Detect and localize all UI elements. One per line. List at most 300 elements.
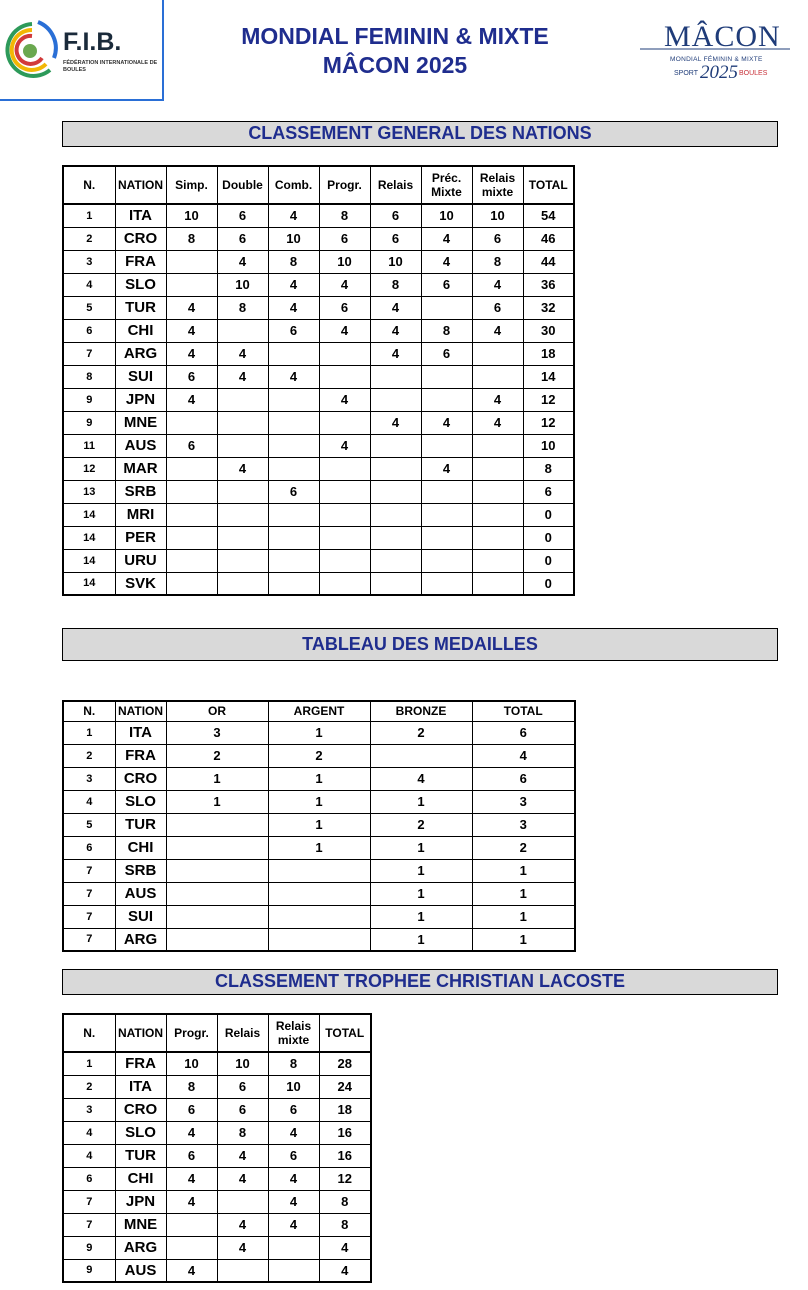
table-row — [63, 457, 574, 480]
score-cell — [421, 296, 472, 319]
rank-cell: 6 — [63, 319, 115, 342]
score-cell — [166, 882, 268, 905]
column-header: BRONZE — [370, 701, 472, 721]
score-cell: 3 — [472, 790, 575, 813]
nation-cell: ARG — [115, 1236, 166, 1259]
rank-cell: 1 — [63, 721, 115, 744]
score-cell: 8 — [166, 1075, 217, 1098]
score-cell: 10 — [268, 1075, 319, 1098]
nation-cell: CRO — [115, 767, 166, 790]
score-cell: 32 — [523, 296, 574, 319]
score-cell: 8 — [523, 457, 574, 480]
table-row — [63, 319, 574, 342]
macon-logo — [640, 20, 790, 86]
rank-cell: 4 — [63, 273, 115, 296]
score-cell: 4 — [370, 319, 421, 342]
score-cell: 4 — [166, 1167, 217, 1190]
score-cell — [472, 434, 523, 457]
column-header: Double — [217, 166, 268, 204]
macon-logo-boules: BOULES — [739, 70, 768, 77]
column-header: Relais mixte — [472, 166, 523, 204]
score-cell: 4 — [166, 319, 217, 342]
table-row — [63, 434, 574, 457]
score-cell — [472, 572, 523, 595]
score-cell: 8 — [370, 273, 421, 296]
table-row — [63, 1236, 371, 1259]
nation-cell: ITA — [115, 1075, 166, 1098]
nation-cell: TUR — [115, 813, 166, 836]
table-row — [63, 1259, 371, 1282]
score-cell — [268, 1236, 319, 1259]
column-header: Comb. — [268, 166, 319, 204]
table-row — [63, 273, 574, 296]
section-medals-title: TABLEAU DES MEDAILLES — [62, 628, 778, 661]
score-cell: 1 — [472, 859, 575, 882]
score-cell — [370, 503, 421, 526]
nation-cell: FRA — [115, 1052, 166, 1075]
rank-cell: 8 — [63, 365, 115, 388]
column-header: TOTAL — [319, 1014, 371, 1052]
score-cell — [319, 480, 370, 503]
score-cell: 4 — [421, 250, 472, 273]
score-cell: 6 — [166, 365, 217, 388]
nation-cell: SUI — [115, 905, 166, 928]
column-header: Relais mixte — [268, 1014, 319, 1052]
score-cell — [319, 457, 370, 480]
rank-cell: 14 — [63, 526, 115, 549]
score-cell: 8 — [472, 250, 523, 273]
score-cell: 4 — [217, 1144, 268, 1167]
score-cell: 4 — [166, 1190, 217, 1213]
score-cell: 8 — [268, 1052, 319, 1075]
score-cell: 6 — [319, 296, 370, 319]
score-cell — [217, 503, 268, 526]
rank-cell: 7 — [63, 928, 115, 951]
score-cell — [166, 859, 268, 882]
score-cell: 4 — [166, 1259, 217, 1282]
score-cell: 6 — [472, 296, 523, 319]
score-cell: 4 — [370, 296, 421, 319]
score-cell: 10 — [217, 1052, 268, 1075]
score-cell: 1 — [268, 836, 370, 859]
score-cell: 1 — [370, 836, 472, 859]
score-cell: 2 — [472, 836, 575, 859]
score-cell: 6 — [166, 434, 217, 457]
rank-cell: 7 — [63, 1190, 115, 1213]
score-cell — [217, 1259, 268, 1282]
score-cell: 6 — [421, 273, 472, 296]
table-row — [63, 1213, 371, 1236]
score-cell: 16 — [319, 1121, 371, 1144]
rank-cell: 1 — [63, 1052, 115, 1075]
score-cell: 10 — [319, 250, 370, 273]
table-row — [63, 1075, 371, 1098]
table-row — [63, 744, 575, 767]
score-cell: 4 — [370, 767, 472, 790]
score-cell: 2 — [370, 813, 472, 836]
score-cell: 4 — [472, 319, 523, 342]
score-cell — [268, 549, 319, 572]
score-cell: 8 — [217, 1121, 268, 1144]
score-cell: 1 — [472, 928, 575, 951]
score-cell: 30 — [523, 319, 574, 342]
score-cell — [268, 526, 319, 549]
nation-cell: SRB — [115, 480, 166, 503]
score-cell — [472, 480, 523, 503]
score-cell: 12 — [523, 411, 574, 434]
score-cell — [268, 503, 319, 526]
score-cell: 4 — [319, 434, 370, 457]
table-row — [63, 204, 574, 227]
score-cell: 4 — [268, 365, 319, 388]
score-cell — [166, 836, 268, 859]
table-row — [63, 882, 575, 905]
column-header: TOTAL — [472, 701, 575, 721]
nation-cell: SVK — [115, 572, 166, 595]
score-cell — [472, 503, 523, 526]
column-header: ARGENT — [268, 701, 370, 721]
score-cell: 4 — [166, 388, 217, 411]
score-cell: 1 — [268, 790, 370, 813]
score-cell: 4 — [166, 342, 217, 365]
score-cell: 6 — [217, 227, 268, 250]
score-cell — [472, 365, 523, 388]
score-cell — [217, 388, 268, 411]
score-cell — [268, 928, 370, 951]
rank-cell: 13 — [63, 480, 115, 503]
table-row — [63, 503, 574, 526]
score-cell: 6 — [268, 480, 319, 503]
table-row — [63, 1167, 371, 1190]
rank-cell: 9 — [63, 411, 115, 434]
table-row — [63, 342, 574, 365]
table-row — [63, 836, 575, 859]
score-cell: 3 — [472, 813, 575, 836]
score-cell — [166, 928, 268, 951]
score-cell: 10 — [523, 434, 574, 457]
score-cell — [319, 342, 370, 365]
score-cell — [319, 503, 370, 526]
score-cell: 4 — [319, 1236, 371, 1259]
score-cell — [370, 744, 472, 767]
score-cell — [166, 905, 268, 928]
score-cell — [421, 572, 472, 595]
score-cell: 10 — [217, 273, 268, 296]
column-header: Progr. — [166, 1014, 217, 1052]
score-cell — [370, 526, 421, 549]
score-cell: 8 — [319, 204, 370, 227]
score-cell — [217, 434, 268, 457]
nation-cell: ARG — [115, 342, 166, 365]
rank-cell: 2 — [63, 744, 115, 767]
score-cell — [370, 480, 421, 503]
score-cell: 4 — [217, 342, 268, 365]
score-cell: 18 — [523, 342, 574, 365]
score-cell — [217, 572, 268, 595]
column-header: Préc. Mixte — [421, 166, 472, 204]
score-cell: 24 — [319, 1075, 371, 1098]
score-cell: 36 — [523, 273, 574, 296]
table-row — [63, 227, 574, 250]
table-row — [63, 790, 575, 813]
rank-cell: 14 — [63, 503, 115, 526]
section-trophy-title: CLASSEMENT TROPHEE CHRISTIAN LACOSTE — [62, 969, 778, 995]
nation-cell: JPN — [115, 1190, 166, 1213]
score-cell: 3 — [166, 721, 268, 744]
score-cell: 6 — [217, 1098, 268, 1121]
score-cell — [166, 572, 217, 595]
nation-cell: CHI — [115, 1167, 166, 1190]
score-cell — [166, 273, 217, 296]
score-cell — [268, 859, 370, 882]
table-row — [63, 905, 575, 928]
nation-cell: TUR — [115, 296, 166, 319]
score-cell: 8 — [319, 1190, 371, 1213]
rank-cell: 7 — [63, 1213, 115, 1236]
rank-cell: 14 — [63, 549, 115, 572]
table-header-row — [63, 701, 575, 721]
score-cell — [166, 411, 217, 434]
score-cell: 1 — [370, 905, 472, 928]
table-row — [63, 388, 574, 411]
score-cell: 1 — [370, 859, 472, 882]
nation-cell: SLO — [115, 273, 166, 296]
score-cell: 4 — [268, 1190, 319, 1213]
score-cell: 4 — [217, 1213, 268, 1236]
score-cell: 1 — [472, 882, 575, 905]
nation-cell: CRO — [115, 227, 166, 250]
score-cell: 10 — [472, 204, 523, 227]
table-row — [63, 859, 575, 882]
score-cell — [166, 457, 217, 480]
column-header: NATION — [115, 701, 166, 721]
rank-cell: 4 — [63, 1121, 115, 1144]
table-row — [63, 1144, 371, 1167]
fib-full-name: FÉDÉRATION INTERNATIONALE DE BOULES — [63, 60, 158, 73]
score-cell: 4 — [268, 296, 319, 319]
nation-cell: ARG — [115, 928, 166, 951]
table-row — [63, 1121, 371, 1144]
nation-cell: SRB — [115, 859, 166, 882]
nation-cell: CHI — [115, 319, 166, 342]
score-cell: 4 — [370, 342, 421, 365]
score-cell — [166, 1236, 217, 1259]
score-cell — [268, 342, 319, 365]
score-cell: 6 — [472, 721, 575, 744]
score-cell: 4 — [217, 250, 268, 273]
macon-logo-subtitle: MONDIAL FÉMININ & MIXTE — [670, 56, 763, 63]
nation-cell: FRA — [115, 250, 166, 273]
rank-cell: 3 — [63, 1098, 115, 1121]
column-header: Relais — [370, 166, 421, 204]
score-cell — [268, 388, 319, 411]
score-cell: 4 — [421, 457, 472, 480]
score-cell: 0 — [523, 549, 574, 572]
score-cell: 6 — [268, 1098, 319, 1121]
score-cell — [421, 503, 472, 526]
score-cell — [472, 457, 523, 480]
score-cell: 0 — [523, 503, 574, 526]
score-cell: 4 — [421, 411, 472, 434]
score-cell — [217, 480, 268, 503]
medal-table — [62, 700, 576, 952]
score-cell — [319, 572, 370, 595]
rank-cell: 6 — [63, 1167, 115, 1190]
score-cell: 4 — [268, 204, 319, 227]
rank-cell: 14 — [63, 572, 115, 595]
table-header-row — [63, 166, 574, 204]
column-header: Progr. — [319, 166, 370, 204]
score-cell: 0 — [523, 572, 574, 595]
nation-cell: AUS — [115, 1259, 166, 1282]
nation-cell: ITA — [115, 204, 166, 227]
score-cell: 6 — [523, 480, 574, 503]
column-header: N. — [63, 166, 115, 204]
score-cell — [370, 457, 421, 480]
rank-cell: 11 — [63, 434, 115, 457]
score-cell: 4 — [319, 273, 370, 296]
score-cell: 1 — [268, 813, 370, 836]
score-cell: 4 — [166, 296, 217, 319]
nation-cell: ITA — [115, 721, 166, 744]
score-cell — [472, 549, 523, 572]
rank-cell: 4 — [63, 790, 115, 813]
score-cell: 6 — [421, 342, 472, 365]
score-cell — [421, 434, 472, 457]
score-cell — [217, 319, 268, 342]
score-cell: 4 — [217, 1167, 268, 1190]
score-cell: 1 — [370, 882, 472, 905]
score-cell — [370, 434, 421, 457]
nation-cell: MNE — [115, 411, 166, 434]
score-cell — [472, 526, 523, 549]
rank-cell: 3 — [63, 250, 115, 273]
table-row — [63, 813, 575, 836]
score-cell: 4 — [421, 227, 472, 250]
score-cell: 6 — [217, 204, 268, 227]
macon-logo-line-icon — [640, 45, 790, 53]
score-cell: 1 — [166, 767, 268, 790]
page-title — [190, 22, 600, 80]
table-row — [63, 365, 574, 388]
rank-cell: 1 — [63, 204, 115, 227]
trophy-ranking-table — [62, 1013, 372, 1283]
score-cell: 4 — [268, 1167, 319, 1190]
table-row — [63, 1098, 371, 1121]
section-general-title: CLASSEMENT GENERAL DES NATIONS — [62, 121, 778, 147]
score-cell: 8 — [166, 227, 217, 250]
score-cell: 2 — [370, 721, 472, 744]
fib-name: F.I.B. — [63, 28, 122, 56]
score-cell: 6 — [370, 204, 421, 227]
score-cell — [268, 572, 319, 595]
score-cell: 10 — [166, 204, 217, 227]
table-row — [63, 1190, 371, 1213]
score-cell — [166, 503, 217, 526]
score-cell: 4 — [472, 744, 575, 767]
score-cell — [319, 365, 370, 388]
nation-cell: AUS — [115, 434, 166, 457]
score-cell — [421, 365, 472, 388]
rank-cell: 12 — [63, 457, 115, 480]
score-cell: 2 — [166, 744, 268, 767]
score-cell — [319, 526, 370, 549]
score-cell: 4 — [268, 1213, 319, 1236]
score-cell — [217, 549, 268, 572]
rank-cell: 6 — [63, 836, 115, 859]
score-cell: 8 — [319, 1213, 371, 1236]
score-cell: 2 — [268, 744, 370, 767]
score-cell: 6 — [217, 1075, 268, 1098]
nation-cell: CRO — [115, 1098, 166, 1121]
score-cell: 6 — [268, 1144, 319, 1167]
score-cell: 6 — [268, 319, 319, 342]
score-cell: 4 — [217, 365, 268, 388]
score-cell — [268, 434, 319, 457]
score-cell — [319, 549, 370, 572]
score-cell: 4 — [370, 411, 421, 434]
score-cell: 8 — [217, 296, 268, 319]
table-row — [63, 480, 574, 503]
score-cell — [370, 549, 421, 572]
nation-cell: PER — [115, 526, 166, 549]
score-cell — [268, 905, 370, 928]
title-line-1: MONDIAL FEMININ & MIXTE — [241, 23, 549, 49]
table-row — [63, 526, 574, 549]
rank-cell: 7 — [63, 882, 115, 905]
score-cell — [268, 1259, 319, 1282]
score-cell — [421, 549, 472, 572]
score-cell: 46 — [523, 227, 574, 250]
score-cell: 4 — [268, 1121, 319, 1144]
score-cell: 1 — [370, 790, 472, 813]
score-cell: 1 — [472, 905, 575, 928]
score-cell: 4 — [217, 457, 268, 480]
score-cell: 10 — [268, 227, 319, 250]
score-cell — [268, 457, 319, 480]
score-cell — [421, 388, 472, 411]
score-cell — [421, 526, 472, 549]
column-header: NATION — [115, 1014, 166, 1052]
score-cell — [421, 480, 472, 503]
score-cell: 0 — [523, 526, 574, 549]
table-row — [63, 1052, 371, 1075]
score-cell: 16 — [319, 1144, 371, 1167]
table-header-row — [63, 1014, 371, 1052]
score-cell: 4 — [319, 1259, 371, 1282]
macon-logo-name: MÂCON — [664, 20, 781, 53]
nation-cell: TUR — [115, 1144, 166, 1167]
score-cell: 18 — [319, 1098, 371, 1121]
score-cell — [166, 250, 217, 273]
score-cell — [268, 882, 370, 905]
nation-cell: CHI — [115, 836, 166, 859]
rank-cell: 7 — [63, 905, 115, 928]
column-header: N. — [63, 1014, 115, 1052]
score-cell — [370, 572, 421, 595]
macon-logo-year: 2025 — [700, 62, 738, 83]
nation-cell: MNE — [115, 1213, 166, 1236]
score-cell: 4 — [166, 1121, 217, 1144]
column-header: NATION — [115, 166, 166, 204]
rank-cell: 4 — [63, 1144, 115, 1167]
score-cell: 4 — [217, 1236, 268, 1259]
table-row — [63, 721, 575, 744]
fib-emblem-icon — [4, 18, 60, 82]
score-cell — [217, 526, 268, 549]
score-cell — [370, 365, 421, 388]
table-row — [63, 572, 574, 595]
